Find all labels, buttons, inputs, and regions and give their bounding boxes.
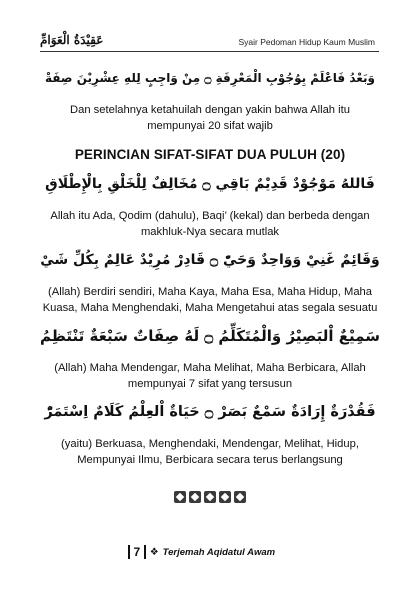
ornament-tile bbox=[174, 491, 186, 503]
ornament-divider bbox=[172, 491, 248, 505]
ornament-tile bbox=[204, 491, 216, 503]
page-number: 7 bbox=[133, 545, 141, 559]
header-divider bbox=[40, 51, 379, 52]
section-title: PERINCIAN SIFAT-SIFAT DUA PULUH (20) bbox=[74, 147, 346, 162]
footer-bar-left bbox=[128, 545, 130, 559]
footer-bullet-icon: ❖ bbox=[149, 546, 159, 558]
page-footer bbox=[128, 543, 275, 561]
verse-2: فَاللهُ مَوْجُوْدٌ قَدِيْمٌ بَاقِي ۝ مُخَالِفٌ لِلْخَلْقِ بِالْإِطْلَاقِ bbox=[45, 176, 375, 192]
ornament-tile bbox=[189, 491, 201, 503]
verse-5: فَقُدْرَةٌ إِرَادَةٌ سَمْعٌ بَصَرْ ۝ حَيَاةٌ اْلعِلْمُ كَلَامٌ اِسْتَمَرّْ bbox=[44, 404, 376, 420]
translation-4: (Allah) Maha Mendengar, Maha Melihat, Maha Berbicara, Allah mempunyai 7 sifat yang tersusun bbox=[54, 362, 366, 390]
translation-2: Allah itu Ada, Qodim (dahulu), Baqi’ (kekal) dan berbeda dengan makhluk-Nya secara mutlak bbox=[50, 210, 370, 238]
translation-3: (Allah) Berdiri sendiri, Maha Kaya, Maha Esa, Maha Hidup, Maha Kuasa, Maha Menghendaki, Maha Mengetahui atas segala sesuatu bbox=[42, 286, 378, 314]
ornament-tile bbox=[234, 491, 246, 503]
footer-title: Terjemah Aqidatul Awam bbox=[162, 546, 276, 558]
header-book-title: Syair Pedoman Hidup Kaum Muslim bbox=[238, 37, 375, 47]
translation-5: (yaitu) Berkuasa, Menghendaki, Mendengar, Melihat, Hidup, Mempunyai Ilmu, Berbicara secara terus berlangsung bbox=[61, 438, 359, 466]
ornament-tile bbox=[219, 491, 231, 503]
translation-1: Dan setelahnya ketahuilah dengan yakin bahwa Allah itu mempunyai 20 sifat wajib bbox=[70, 104, 350, 132]
header-arabic-title: عَقِيْدَةُ الْعَوَامِّ bbox=[40, 33, 104, 47]
verse-4: سَمِيْعٌ اْلبَصِيْرُ وَالْمُتَكَلِّمُ ۝ لَهُ صِفَاتٌ سَبْعَةٌ تَنْتَظِمُ bbox=[40, 327, 380, 345]
verse-3: وَقَائِمٌ غَنِيْ وَوَاحِدٌ وَحَيّْ ۝ قَادِرْ مُرِيْدٌ عَالِمٌ بِكُلِّ شَيْ bbox=[40, 252, 380, 268]
footer-bar-right bbox=[144, 545, 146, 559]
verse-1: وَبَعْدُ فَاعْلَمْ بِوُجُوْبِ الْمَعْرِفَةِ ۝ مِنْ وَاجِبٍ لِلهِ عِشْرِيْنَ صِفَةْ bbox=[45, 71, 375, 85]
